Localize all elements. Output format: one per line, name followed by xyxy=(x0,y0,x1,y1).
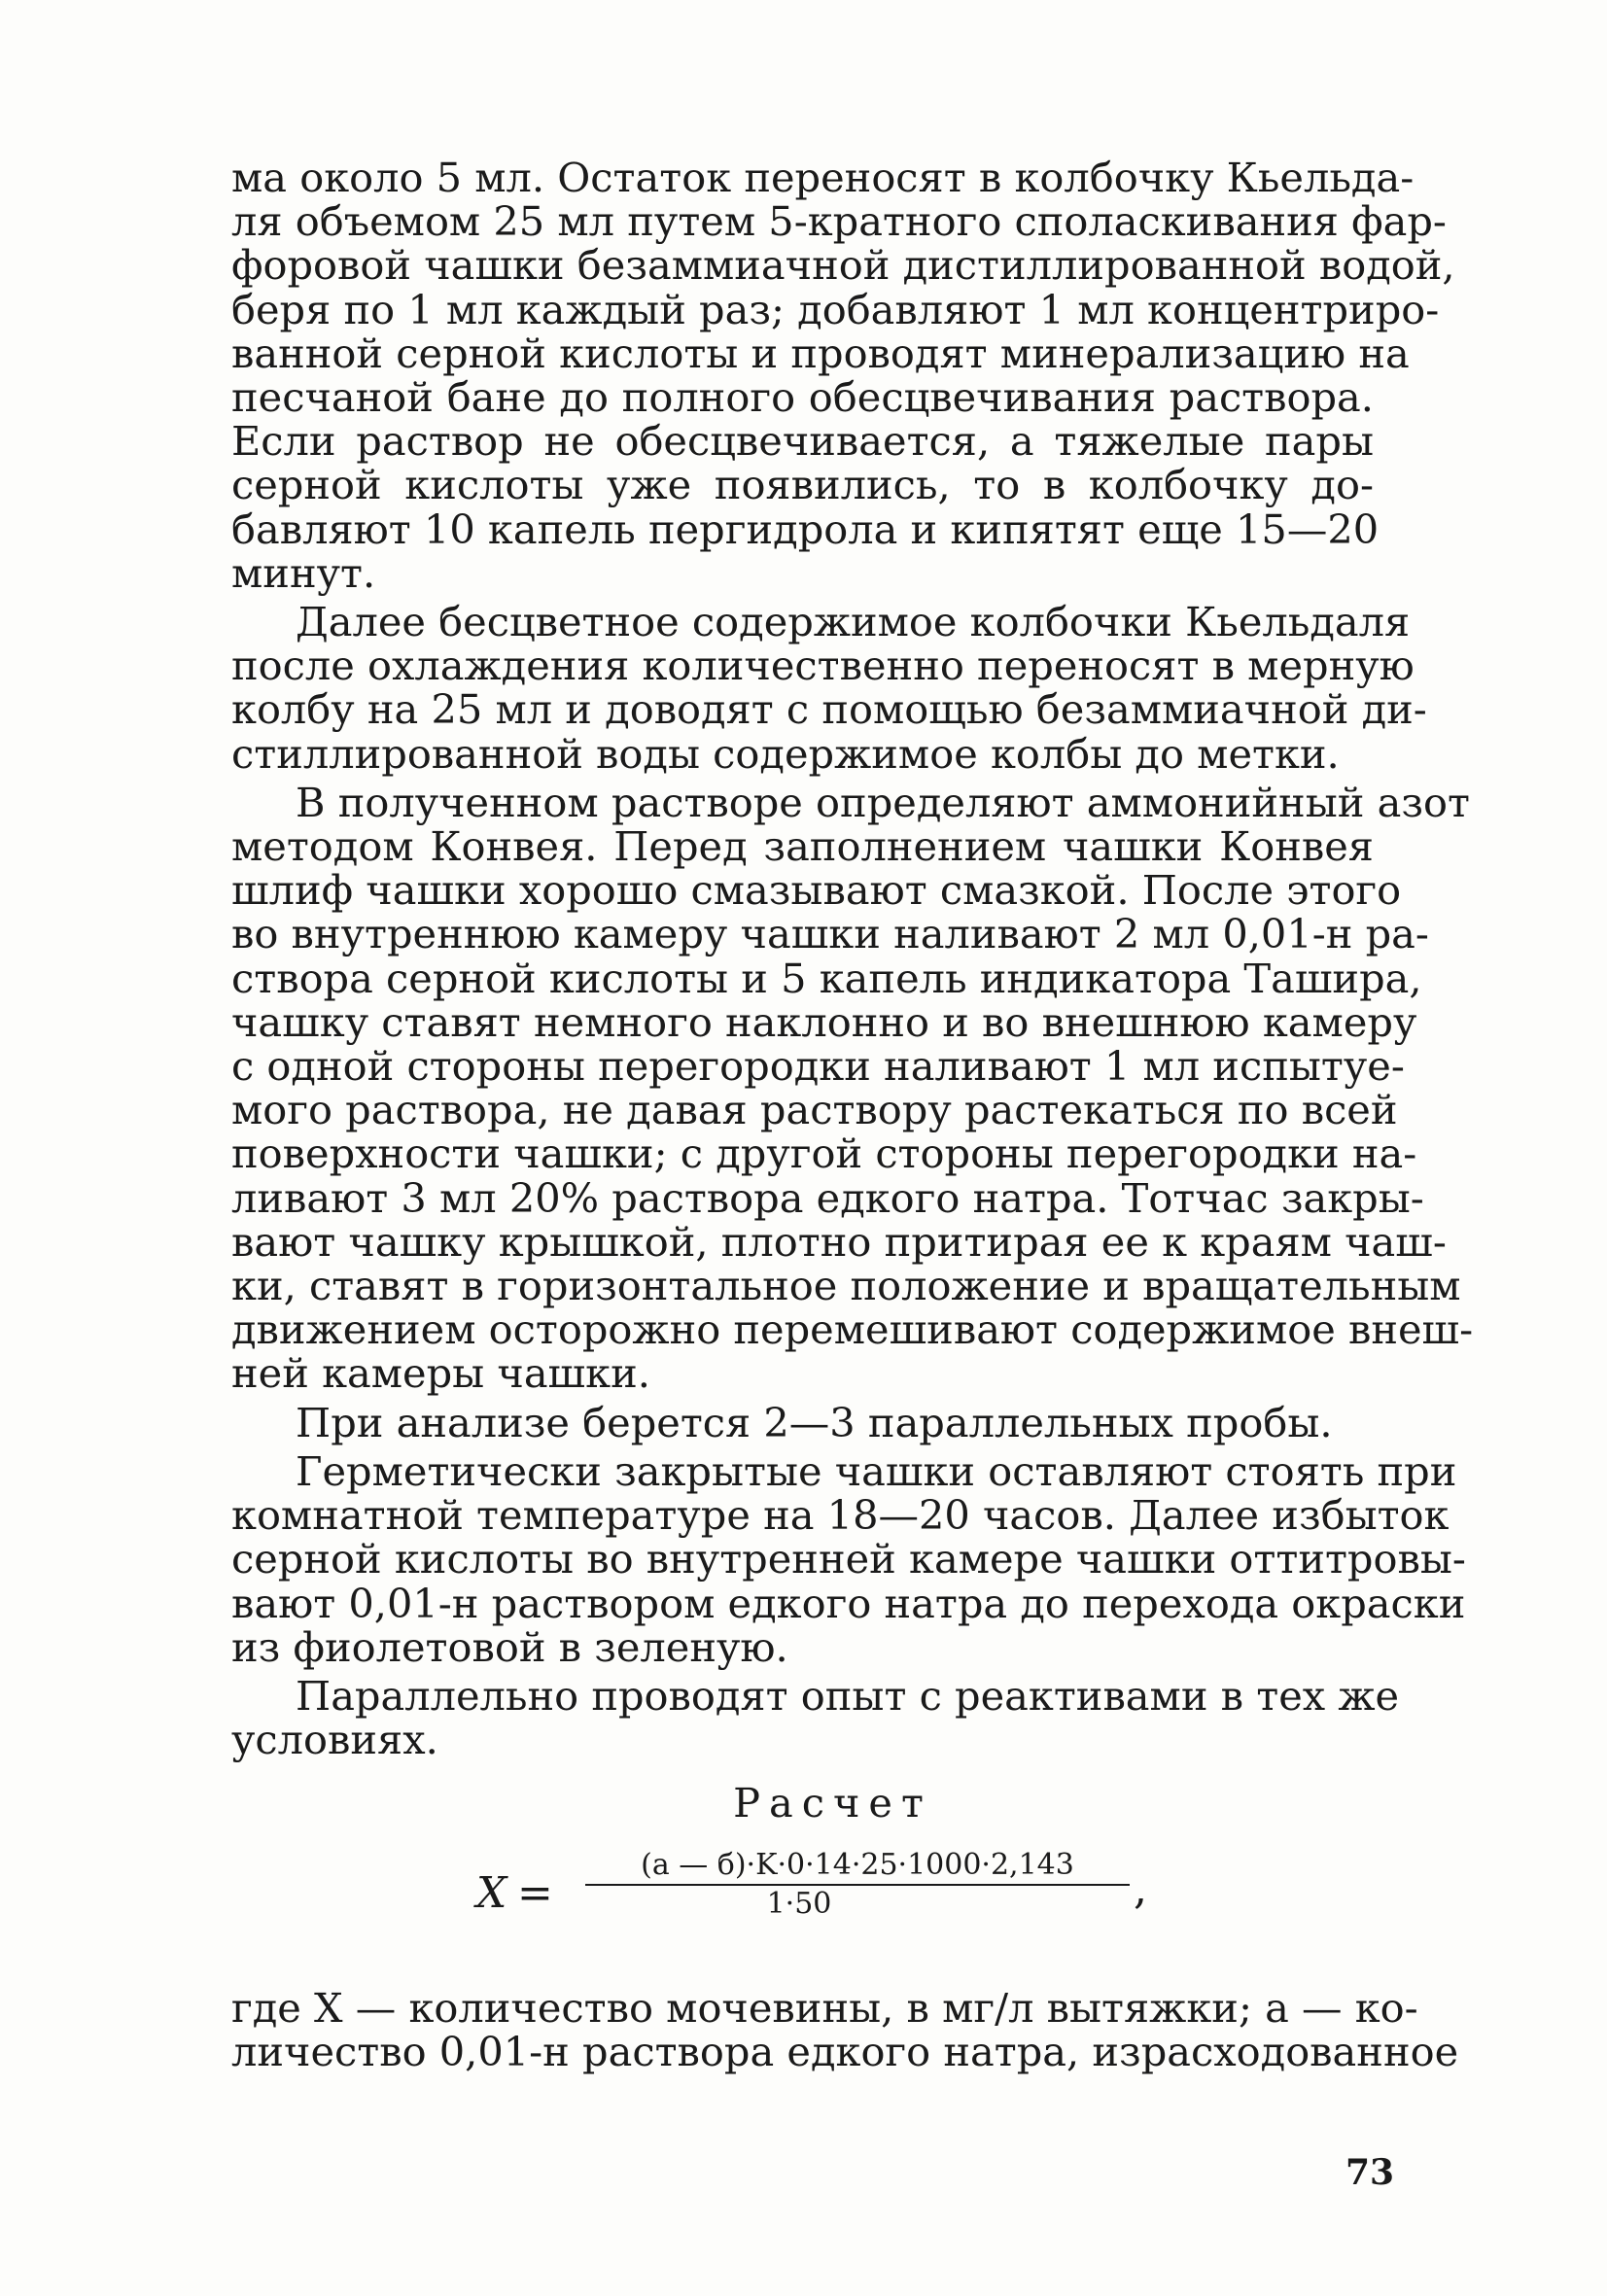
text-line: бавляют 10 капель пергидрола и кипятят еще 15—20 xyxy=(231,504,1380,553)
text-line: методом Конвея. Перед заполнением чашки Конвея xyxy=(231,822,1374,871)
text-line: беря по 1 мл каждый раз; добавляют 1 мл концентриро- xyxy=(231,285,1440,333)
text-line: минут. xyxy=(231,548,376,597)
text-line: вают 0,01-н раствором едкого натра до перехода окраски xyxy=(231,1579,1466,1627)
text-line: из фиолетовой в зеленую. xyxy=(231,1622,788,1671)
definition-text xyxy=(231,1984,1459,2076)
text-line: В полученном растворе определяют аммонийный азот xyxy=(296,778,1470,826)
calculation-formula xyxy=(476,1847,1157,1954)
text-line: форовой чашки безаммиачной дистиллированной водой, xyxy=(231,241,1455,290)
text-line: личество 0,01-н раствора едкого натра, израсходованное xyxy=(231,2028,1459,2076)
text-line: вают чашку крышкой, плотно притирая ее к краям чаш- xyxy=(231,1217,1447,1266)
text-line: чашку ставят немного наклонно и во внешнюю камеру xyxy=(231,997,1417,1046)
paragraph-1 xyxy=(231,154,1455,597)
paragraph-5 xyxy=(231,1446,1466,1671)
paragraph-4 xyxy=(231,1398,1374,1446)
text-line: после охлаждения количественно переносят в мерную xyxy=(231,642,1415,690)
text-line: условиях. xyxy=(231,1716,438,1764)
text-line: створа серной кислоты и 5 капель индикатора Ташира, xyxy=(231,954,1422,1002)
paragraph-2 xyxy=(231,598,1427,778)
text-line: колбу на 25 мл и доводят с помощью безаммиачной ди- xyxy=(231,685,1427,734)
text-line: шлиф чашки хорошо смазывают смазкой. После этого xyxy=(231,866,1402,915)
formula-denominator: 1·50 xyxy=(766,1887,832,1921)
text-line: ма около 5 мл. Остаток переносят в колбочку Кьельда- xyxy=(231,154,1415,201)
text-line: ливают 3 мл 20% раствора едкого натра. Тотчас закры- xyxy=(231,1173,1424,1222)
formula-fraction xyxy=(585,1847,1130,1923)
text-line: движением осторожно перемешивают содержимое внеш- xyxy=(231,1305,1474,1354)
text-line: серной кислоты во внутренней камере чашки оттитровы- xyxy=(231,1535,1466,1583)
text-line: Параллельно проводят опыт с реактивами в тех же xyxy=(296,1671,1400,1720)
text-line: мого раствора, не давая раствору растекаться по всей xyxy=(231,1086,1398,1134)
main-text xyxy=(231,154,1474,1766)
text-line: с одной стороны перегородки наливают 1 мл испытуе- xyxy=(231,1042,1405,1091)
formula-lhs: X xyxy=(476,1868,507,1918)
formula-numerator: (а — б)·K·0·14·25·1000·2,143 xyxy=(641,1848,1074,1882)
text-line: Если раствор не обесцвечивается, а тяжелые пары xyxy=(231,417,1374,466)
text-line: Герметически закрытые чашки оставляют стоять при xyxy=(296,1446,1457,1495)
text-line: стиллированной воды содержимое колбы до метки. xyxy=(231,729,1340,778)
section-heading: Расчет xyxy=(733,1779,932,1826)
text-line: комнатной температуре на 18—20 часов. Далее избыток xyxy=(231,1491,1450,1540)
text-line: серной кислоты уже появились, то в колбочку до- xyxy=(231,461,1374,509)
paragraph-6 xyxy=(231,1671,1400,1764)
text-line: во внутреннюю камеру чашки наливают 2 мл 0,01-н ра- xyxy=(231,910,1429,958)
formula-comma: , xyxy=(1134,1864,1147,1914)
paragraph-3 xyxy=(231,778,1474,1398)
text-line: поверхности чашки; с другой стороны перегородки на- xyxy=(231,1130,1417,1178)
formula-equals: = xyxy=(517,1868,553,1918)
text-line: где X — количество мочевины, в мг/л вытяжки; а — ко- xyxy=(231,1984,1418,2032)
text-line: Далее бесцветное содержимое колбочки Кьельдаля xyxy=(296,598,1411,646)
text-line: песчаной бане до полного обесцвечивания раствора. xyxy=(231,373,1374,422)
text-line: ля объемом 25 мл путем 5-кратного споласкивания фар- xyxy=(231,197,1447,246)
text-line: При анализе берется 2—3 параллельных пробы. xyxy=(296,1398,1333,1446)
page-number: 73 xyxy=(1345,2152,1395,2193)
text-line: ней камеры чашки. xyxy=(231,1349,650,1398)
text-line: ки, ставят в горизонтальное положение и вращательным xyxy=(231,1262,1461,1310)
text-line: ванной серной кислоты и проводят минерализацию на xyxy=(231,329,1410,377)
